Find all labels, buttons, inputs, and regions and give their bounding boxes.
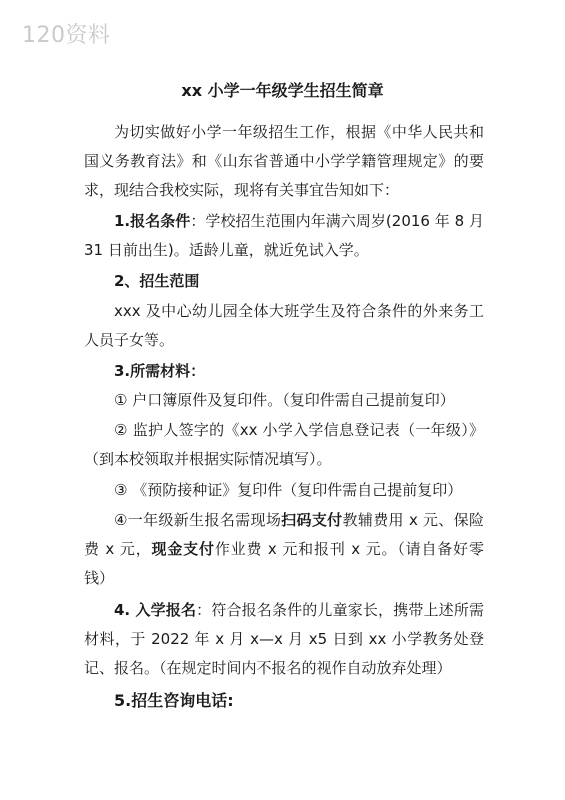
section-enrollment-scope-heading (84, 267, 484, 296)
section-materials-heading (84, 357, 484, 386)
materials-item-1: ① 户口簿原件及复印件。（复印件需自己提前复印） (114, 391, 455, 409)
section-text: ：符合报名条件的儿童家长，携带上述所需材料，于 2022 年 x 月 x—x 月 x5 日到 xx 小学教务处登记、报名。（在规定时间内不报名的视作自动放弃处理） (84, 601, 484, 677)
section-enrollment-scope-text: xxx 及中心幼儿园全体大班学生及符合条件的外来务工人员子女等。 (84, 302, 484, 349)
section-heading: 4. 入学报名 (114, 601, 197, 619)
section-heading: 2、招生范围 (114, 272, 200, 290)
section-text: ：学校招生范围内年满六周岁(2016 年 8 月 31 日前出生)。适龄儿童，就近免试入学。 (84, 212, 484, 259)
document-title: xx 小学一年级学生招生简章 (181, 81, 384, 100)
item-emphasis: 扫码支付 (281, 511, 343, 529)
materials-item-2: ② 监护人签字的《xx 小学入学信息登记表（一年级）》（到本校领取并根据实际情况填写）。 (84, 421, 484, 468)
section-heading: 3.所需材料： (114, 362, 206, 380)
section-contact-phone (84, 686, 484, 716)
watermark-text: 120资料 (22, 23, 111, 48)
intro-paragraph: 为切实做好小学一年级招生工作，根据《中华人民共和国义务教育法》和《山东省普通中小学学籍管理规定》的要求，现结合我校实际，现将有关事宜告知如下： (84, 123, 484, 199)
item-emphasis: 现金支付 (151, 540, 215, 558)
section-heading: 1.报名条件 (114, 212, 191, 230)
item-text: ④一年级新生报名需现场 (114, 511, 282, 529)
item-text: 作业费 x 元和报刊 x 元。（请自备好零钱） (84, 540, 484, 587)
materials-item-3: ③ 《预防接种证》复印件（复印件需自己提前复印） (114, 481, 463, 499)
materials-item-4 (84, 506, 484, 593)
section-heading: 5.招生咨询电话: (114, 691, 234, 710)
section-registration-conditions (84, 207, 484, 265)
section-school-registration (84, 596, 484, 683)
item-text: 教辅费用 x 元、保险费 x 元， (84, 511, 484, 558)
